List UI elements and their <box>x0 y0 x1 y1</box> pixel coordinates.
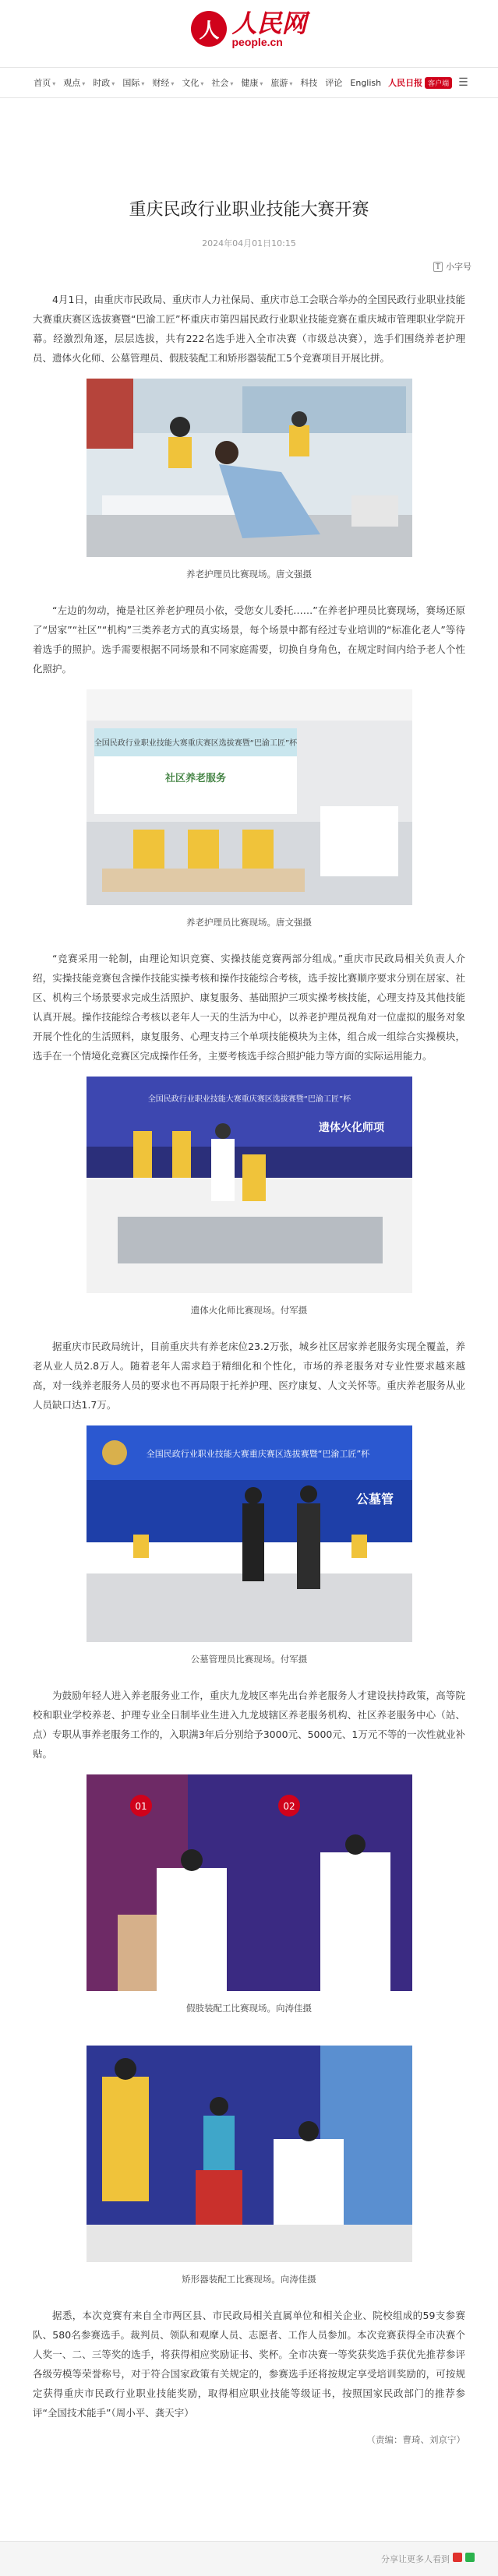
nav-item[interactable]: 首页 ▾ <box>34 78 56 88</box>
scene-banner-text: 全国民政行业职业技能大赛重庆赛区选拔赛暨“巴渝工匠”杯 <box>94 739 297 748</box>
font-size-label: 小字号 <box>446 262 472 272</box>
nav-item[interactable]: 健康 ▾ <box>241 78 263 88</box>
scene-cemetery-text: 公墓管 <box>355 1492 394 1506</box>
nav-item[interactable]: 社会 ▾ <box>211 78 234 88</box>
scene-banner-text: 全国民政行业职业技能大赛重庆赛区选拔赛暨“巴渝工匠”杯 <box>147 1095 351 1104</box>
chevron-down-icon: ▾ <box>260 80 263 87</box>
article-paragraph: 据悉，本次竞赛有来自全市两区县、市民政局相关直属单位和相关企业、院校组成的59支参赛队、580名参赛选手。裁判员、领队和观摩人员、志愿者、工作人员参加。本次竞赛获得全市决赛个人奖一、二、三等奖的选手，将获得相应奖励证书、奖杯。全市决赛一等奖获奖选手获优先推荐参评各级劳模等荣誉称号，对于符合国家政策有关规定的，参赛选手还将按规定享受培训奖励的，可按规定获得重庆市民政行业职业技能奖励，取得相应职业技能等级证书，按照国家民政部门的推荐参评“全国技术能手”（周小平、龚天宇） <box>33 2310 465 2419</box>
editor-credit: （责编：曹琦、刘京宁） <box>366 2434 465 2445</box>
chevron-down-icon: ▾ <box>111 80 115 87</box>
logo-mark-icon: 人 <box>191 11 227 47</box>
photo-prosthetic <box>87 1774 412 1991</box>
logo-english: people.cn <box>231 36 283 48</box>
main-nav <box>0 67 498 98</box>
photo-cemetery <box>87 1425 412 1642</box>
photo-caption: 养老护理员比赛现场。唐文强摄 <box>186 917 312 928</box>
chevron-down-icon: ▾ <box>82 80 86 87</box>
chevron-down-icon: ▾ <box>141 80 145 87</box>
share-bar[interactable] <box>381 2553 475 2565</box>
article-paragraph: 4月1日，由重庆市民政局、重庆市人力社保局、重庆市总工会联合举办的全国民政行业职业技能大赛重庆赛区选拔赛暨“巴渝工匠”杯重庆市第四届民政行业职业技能竞赛在重庆城市管理职业学院开幕。经激烈角逐，层层选拔，共有222名选手进入全市决赛（市级总决赛），选手们围绕养老护理员、遗体火化师、公墓管理员、假肢装配工和矫形器装配工5个竞赛项目开展比拼。 <box>33 294 465 364</box>
wechat-icon[interactable] <box>465 2553 475 2562</box>
app-badge-pill: 客户端 <box>425 77 452 89</box>
chevron-down-icon: ▾ <box>171 80 175 87</box>
nav-item[interactable]: 旅游 ▾ <box>270 78 293 88</box>
app-badge-text: 人民日报 <box>388 78 423 88</box>
bottom-bar <box>0 2541 498 2576</box>
site-header <box>0 0 498 67</box>
app-badge[interactable] <box>388 76 452 89</box>
nav-item[interactable]: 文化 ▾ <box>182 78 204 88</box>
photo-cremation <box>87 1077 412 1293</box>
photo-caption: 假肢装配工比赛现场。向涛佳摄 <box>186 2003 312 2014</box>
weibo-icon[interactable] <box>453 2553 462 2562</box>
nav-item[interactable]: 评论 <box>325 78 343 88</box>
photo-elder-care-1 <box>87 379 412 557</box>
chevron-down-icon: ▾ <box>230 80 234 87</box>
chevron-down-icon: ▾ <box>289 80 293 87</box>
scene-number-text: 01 <box>134 1801 147 1812</box>
article-paragraph: “竞赛采用一轮制，由理论知识竞赛、实操技能竞赛两部分组成。”重庆市民政局相关负责人介绍，实操技能竞赛包含操作技能实操考核和操作技能综合考核，选手按比赛顺序要求分别在居家、社区、机构三个场景要求完成生活照护、康复服务、基础照护三项实操考核技能，心理支持及其他技能认真开展。操作技能综合考核以老年人一天的生活为中心，以养老护理员视角对一位虚拟的服务对象开展个性化的生活照料，康复服务、心理支持三个单项技能模块为主体，组合成一组综合实操模块，选手在一个情境化竞赛区完成操作任务，主要考核选手综合照护能力等方面的实际运用能力。 <box>33 953 465 1062</box>
logo-chinese: 人民网 <box>231 9 307 38</box>
article-paragraph: “左边的勿动，掩是社区养老护理员小依，受您女儿委托……”在养老护理员比赛现场，赛场还原了“居家”“社区”“机构”三类养老方式的真实场景，每个场景中都有经过专业培训的“标准化老人”等待着选手的照护。选手需要根据不同场景和不同家庭需要，切换自身角色，在规定时间内给予老人个性化照护。 <box>33 604 465 675</box>
nav-item[interactable]: 科技 <box>300 78 318 88</box>
site-logo[interactable] <box>191 9 306 48</box>
nav-item[interactable]: 财经 ▾ <box>152 78 175 88</box>
photo-caption: 公墓管理员比赛现场。付军摄 <box>190 1654 308 1665</box>
share-label: 分享让更多人看到 <box>381 2554 450 2564</box>
article-paragraph: 据重庆市民政局统计，目前重庆共有养老床位23.2万张，城乡社区居家养老服务实现全覆盖，养老从业人员2.8万人。随着老年人需求趋于精细化和个性化，市场的养老服务对专业性要求越来越高，对一线养老服务人员的要求也不再局限于托养护理、医疗康复、人文关怀等。重庆养老服务从业人员缺口达1.7万。 <box>33 1341 465 1411</box>
photo-elder-care-2 <box>87 689 412 905</box>
article-title: 重庆民政行业职业技能大赛开赛 <box>129 200 369 220</box>
nav-item[interactable]: 国际 ▾ <box>122 78 145 88</box>
photo-caption: 矫形器装配工比赛现场。向涛佳摄 <box>182 2274 316 2285</box>
scene-community-text: 社区养老服务 <box>164 773 226 784</box>
article-paragraph: 为鼓励年轻人进入养老服务业工作，重庆九龙坡区率先出台养老服务人才建设扶持政策，高等院校和职业学校养老、护理专业全日制毕业生进入九龙坡辖区养老服务机构、社区养老服务中心（站、点）专职从事养老服务工作的，入职满3年后分别给予3000元、5000元、1万元不等的一次性就业补贴。 <box>33 1690 465 1760</box>
article-date: 2024年04月01日10:15 <box>202 238 296 248</box>
menu-icon[interactable]: ☰ <box>458 76 468 89</box>
nav-item[interactable]: 观点 ▾ <box>63 78 86 88</box>
font-size-toggle[interactable] <box>433 260 472 273</box>
chevron-down-icon: ▾ <box>200 80 204 87</box>
chevron-down-icon: ▾ <box>52 80 56 87</box>
photo-caption: 遗体火化师比赛现场。付军摄 <box>190 1305 308 1316</box>
nav-item[interactable]: 时政 ▾ <box>93 78 115 88</box>
photo-caption: 养老护理员比赛现场。唐文强摄 <box>186 569 312 580</box>
nav-item[interactable]: English <box>350 77 382 88</box>
scene-cremation-text: 遗体火化师项 <box>318 1122 384 1134</box>
photo-orthotic <box>87 2046 412 2262</box>
scene-number-text: 02 <box>282 1801 295 1812</box>
scene-banner-text: 全国民政行业职业技能大赛重庆赛区选拔赛暨“巴渝工匠”杯 <box>146 1449 369 1459</box>
font-size-icon: T <box>433 262 443 272</box>
